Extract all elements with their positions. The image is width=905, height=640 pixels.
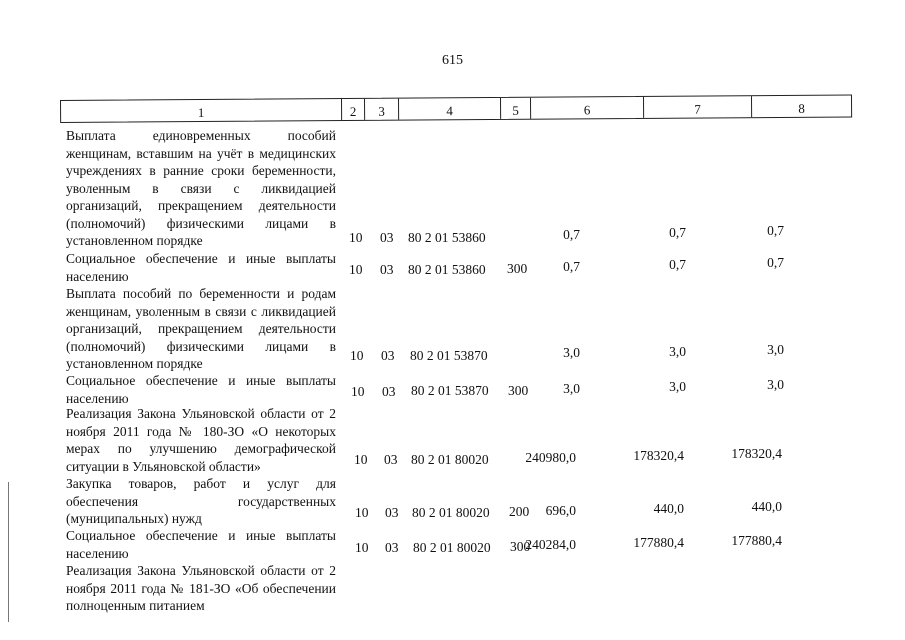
header-col-1: 1 <box>197 104 205 121</box>
cell-amount-6: 696,0 <box>545 503 576 518</box>
cell-amount-7: 0,7 <box>669 225 686 240</box>
cell-section: 10 <box>349 262 363 277</box>
header-col-7: 7 <box>643 96 751 118</box>
header-col-6: 6 <box>530 97 643 119</box>
margin-line <box>8 482 9 622</box>
cell-amount-8: 3,0 <box>767 377 784 392</box>
cell-code: 80 2 01 53860 <box>408 230 486 245</box>
cell-amount-6: 0,7 <box>563 259 580 274</box>
row-description: Выплата единовременных пособий женщинам, вставшим на учёт в медицинских учреждениях в ранние сроки беременности, уволенным в связи с ликвидацией организаций, прекращением деятельности (полномочий) физическими лицами в установленном порядке <box>66 128 336 248</box>
cell-subsection: 03 <box>381 348 395 363</box>
cell-amount-6: 3,0 <box>563 381 580 396</box>
row-description: Реализация Закона Ульяновской области от 2 ноября 2011 года № 181-ЗО «Об обеспечении полноценным питанием <box>66 563 336 613</box>
cell-type: 300 <box>510 539 531 554</box>
row-description: Социальное обеспечение и иные выплаты населению <box>66 251 336 284</box>
cell-amount-8: 177880,4 <box>731 533 782 548</box>
table-header <box>60 94 852 123</box>
row-description: Социальное обеспечение и иные выплаты населению <box>66 373 336 406</box>
cell-code: 80 2 01 80020 <box>413 540 491 555</box>
page-number: 615 <box>442 53 463 68</box>
header-col-8: 8 <box>751 95 851 117</box>
cell-amount-7: 3,0 <box>669 344 686 359</box>
cell-amount-6: 240284,0 <box>525 537 576 552</box>
cell-subsection: 03 <box>385 540 399 555</box>
cell-section: 10 <box>355 540 369 555</box>
cell-type: 300 <box>508 383 529 398</box>
cell-section: 10 <box>349 230 363 245</box>
cell-amount-6: 3,0 <box>563 345 580 360</box>
cell-subsection: 03 <box>385 505 399 520</box>
cell-type: 300 <box>507 261 528 276</box>
cell-amount-6: 0,7 <box>563 227 580 242</box>
cell-amount-7: 178320,4 <box>633 448 684 463</box>
cell-amount-6: 240980,0 <box>525 450 576 465</box>
cell-section: 10 <box>355 505 369 520</box>
cell-amount-8: 0,7 <box>767 255 784 270</box>
cell-code: 80 2 01 53860 <box>408 262 486 277</box>
cell-code: 80 2 01 53870 <box>411 383 489 398</box>
cell-amount-7: 177880,4 <box>633 535 684 550</box>
cell-subsection: 03 <box>384 452 398 467</box>
header-col-5: 5 <box>500 98 530 119</box>
cell-section: 10 <box>351 384 365 399</box>
cell-amount-8: 178320,4 <box>731 446 782 461</box>
cell-amount-8: 0,7 <box>767 223 784 238</box>
header-col-4: 4 <box>398 98 500 120</box>
row-description: Закупка товаров, работ и услуг для обеспечения государственных (муниципальных) нужд <box>66 476 336 526</box>
cell-code: 80 2 01 80020 <box>411 452 489 467</box>
cell-amount-8: 3,0 <box>767 342 784 357</box>
cell-subsection: 03 <box>380 262 394 277</box>
cell-subsection: 03 <box>380 230 394 245</box>
cell-section: 10 <box>350 348 364 363</box>
cell-section: 10 <box>354 452 368 467</box>
row-description: Реализация Закона Ульяновской области от 2 ноября 2011 года № 180-ЗО «О некоторых мерах по улучшению демографической ситуации в Ульяновской области» <box>66 406 336 474</box>
header-col-3: 3 <box>364 99 398 120</box>
cell-amount-7: 0,7 <box>669 257 686 272</box>
cell-amount-7: 440,0 <box>653 501 684 516</box>
row-description: Социальное обеспечение и иные выплаты населению <box>66 528 336 561</box>
header-col-2: 2 <box>341 99 364 120</box>
cell-subsection: 03 <box>382 384 396 399</box>
cell-amount-7: 3,0 <box>669 379 686 394</box>
cell-type: 200 <box>509 504 530 519</box>
cell-amount-8: 440,0 <box>751 499 782 514</box>
cell-code: 80 2 01 53870 <box>410 348 488 363</box>
row-description: Выплата пособий по беременности и родам женщинам, уволенным в связи с ликвидацией организаций, прекращением деятельности (полномочий) физическими лицами в установленном порядке <box>66 286 336 371</box>
cell-code: 80 2 01 80020 <box>412 505 490 520</box>
